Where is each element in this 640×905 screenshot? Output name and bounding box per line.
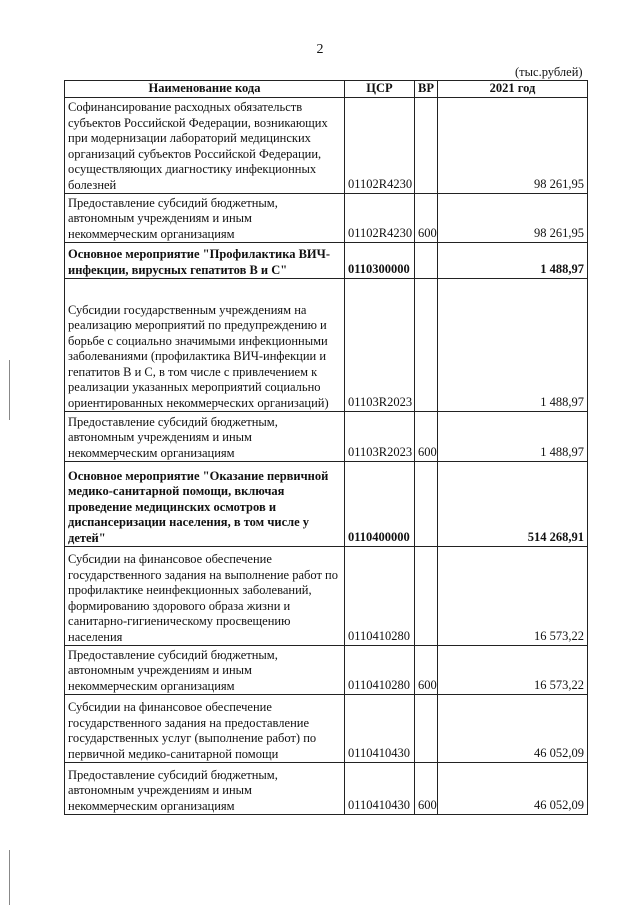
table-row xyxy=(65,194,588,243)
row-vr: 600 xyxy=(415,763,438,815)
scan-margin-line xyxy=(9,360,10,420)
row-sum: 1 488,97 xyxy=(438,243,588,279)
row-csr: 0110400000 xyxy=(345,462,415,547)
row-name: Софинансирование расходных обязательств субъектов Российской Федерации, возникающих при модернизации лабораторий медицинских организаций субъектов Российской Федерации, осуществляющих диагностику инфекционных болезней xyxy=(65,98,345,194)
units-label: (тыс.рублей) xyxy=(515,65,583,79)
row-vr xyxy=(415,279,438,412)
table-row xyxy=(65,763,588,815)
table-row xyxy=(65,243,588,279)
row-name: Предоставление субсидий бюджетным, автономным учреждениям и иным некоммерческим организациям xyxy=(65,194,345,243)
row-csr: 0110300000 xyxy=(345,243,415,279)
row-name: Основное мероприятие "Профилактика ВИЧ-инфекции, вирусных гепатитов В и С" xyxy=(65,243,345,279)
header-name: Наименование кода xyxy=(65,81,345,98)
row-name: Субсидии на финансовое обеспечение государственного задания на предоставление государственных услуг (выполнение работ) по первичной медико-санитарной помощи xyxy=(65,695,345,763)
row-csr: 01102R4230 xyxy=(345,194,415,243)
table-row xyxy=(65,98,588,194)
table-row xyxy=(65,695,588,763)
budget-table xyxy=(64,80,588,815)
table-header-row xyxy=(65,81,588,98)
row-csr: 0110410280 xyxy=(345,646,415,695)
row-vr: 600 xyxy=(415,194,438,243)
row-name: Субсидии на финансовое обеспечение государственного задания на выполнение работ по профилактике неинфекционных заболеваний, формированию здорового образа жизни и санитарно-гигиеническому просвещению населения xyxy=(65,547,345,646)
row-sum: 16 573,22 xyxy=(438,646,588,695)
header-year: 2021 год xyxy=(438,81,588,98)
row-sum: 46 052,09 xyxy=(438,695,588,763)
row-vr: 600 xyxy=(415,412,438,462)
row-sum: 98 261,95 xyxy=(438,98,588,194)
scan-margin-line xyxy=(9,850,10,905)
row-name: Предоставление субсидий бюджетным, автономным учреждениям и иным некоммерческим организациям xyxy=(65,412,345,462)
row-csr: 01102R4230 xyxy=(345,98,415,194)
header-csr: ЦСР xyxy=(345,81,415,98)
table-row xyxy=(65,462,588,547)
row-csr: 01103R2023 xyxy=(345,412,415,462)
row-sum: 514 268,91 xyxy=(438,462,588,547)
table-row xyxy=(65,279,588,412)
row-sum: 16 573,22 xyxy=(438,547,588,646)
row-vr xyxy=(415,547,438,646)
table-row xyxy=(65,547,588,646)
row-vr xyxy=(415,98,438,194)
row-csr: 0110410280 xyxy=(345,547,415,646)
row-sum: 46 052,09 xyxy=(438,763,588,815)
row-vr: 600 xyxy=(415,646,438,695)
row-vr xyxy=(415,462,438,547)
table-row xyxy=(65,646,588,695)
row-name: Предоставление субсидий бюджетным, автономным учреждениям и иным некоммерческим организациям xyxy=(65,646,345,695)
row-name: Предоставление субсидий бюджетным, автономным учреждениям и иным некоммерческим организациям xyxy=(65,763,345,815)
row-sum: 98 261,95 xyxy=(438,194,588,243)
row-vr xyxy=(415,243,438,279)
row-vr xyxy=(415,695,438,763)
header-vr: ВР xyxy=(415,81,438,98)
page-number: 2 xyxy=(316,42,324,57)
row-sum: 1 488,97 xyxy=(438,279,588,412)
row-name: Субсидии государственным учреждениям на реализацию мероприятий по предупреждению и борьбе с социально значимыми инфекционными заболеваниями (профилактика ВИЧ-инфекции и гепатитов В и С, в том числе с привлечением к реализации указанных мероприятий социально ориентированных некоммерческих организаций) xyxy=(65,279,345,412)
row-csr: 0110410430 xyxy=(345,763,415,815)
row-csr: 01103R2023 xyxy=(345,279,415,412)
row-sum: 1 488,97 xyxy=(438,412,588,462)
row-name: Основное мероприятие "Оказание первичной медико-санитарной помощи, включая проведение медицинских осмотров и диспансеризации населения, в том числе у детей" xyxy=(65,462,345,547)
row-csr: 0110410430 xyxy=(345,695,415,763)
table-row xyxy=(65,412,588,462)
